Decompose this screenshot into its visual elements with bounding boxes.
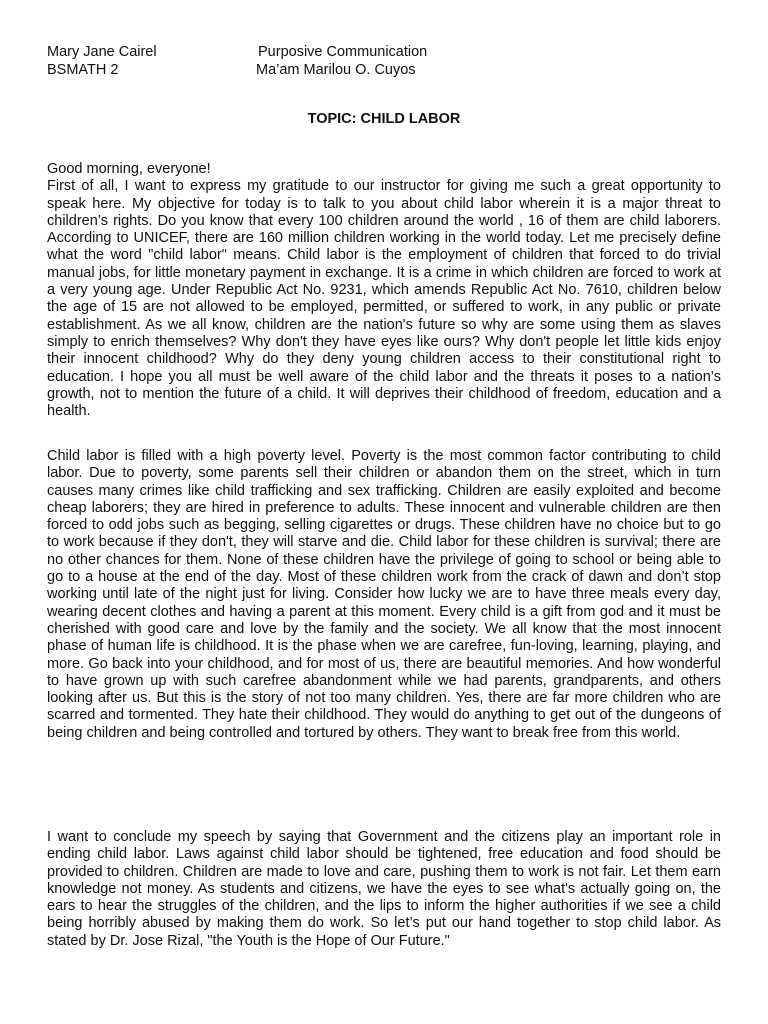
- conclusion-section: [47, 829, 721, 950]
- paragraph-conclusion: I want to conclude my speech by saying that Government and the citizens play an important role in ending child labor. Laws against child labor should be tightened, free education and food should be provided to children. Children are made to love and care, pushing them to work is not fair. Let them earn knowledge not money. As students and citizens, we have the eyes to see what's actually going on, the ears to hear the struggles of the children, and the lips to inform the higher authorities if we see a child being horribly abused by making them do work. So let’s put our hand together to stop child labor. As stated by Dr. Jose Rizal, "the Youth is the Hope of Our Future.": [47, 829, 721, 949]
- course-name: Purposive Communication: [258, 44, 428, 60]
- paragraph-introduction: First of all, I want to express my gratitude to our instructor for giving me such a great opportunity to speak here. My objective for today is to talk to you about child labor wherein it is a major threat to children’s rights. Do you know that every 100 children around the world , 16 of them are child laborers. According to UNICEF, there are 160 million children working in the world today. Let me precisely define what the word "child labor" means. Child labor is the employment of children that forced to do trivial manual jobs, for little monetary payment in exchange. It is a crime in which children are forced to work at a very young age. Under Republic Act No. 9231, which amends Republic Act No. 7610, children below the age of 15 are not allowed to be employed, permitted, or suffered to work, in any public or private establishment. As we all know, children are the nation's future so why are some using them as slaves simply to enrich themselves? Why don't they have eyes like ours? Why don't people let little kids enjoy their innocent childhood? Why do they deny young children access to their constitutional right to education. I hope you all must be well aware of the child labor and the threats it poses to a nation’s growth, not to mention the future of a child. It will deprives their childhood of freedom, education and a health.: [47, 178, 721, 420]
- paragraph-body: Child labor is filled with a high poverty level. Poverty is the most common factor contributing to child labor. Due to poverty, some parents sell their children or abandon them on the street, which in turn causes many crimes like child trafficking and sex trafficking. Children are easily exploited and become cheap laborers; they are hired in preference to adults. These innocent and vulnerable children are then forced to odd jobs such as begging, selling cigarettes or drugs. These children have no choice but to go to work because if they don't, they will starve and die. Child labor for these children is survival; there are no other chances for them. None of these children have the privilege of going to school or being able to go to a house at the end of the day. Most of these children work from the crack of dawn and don’t stop working until late of the night just for living. Consider how lucky we are to have three meals every day, wearing decent clothes and having a parent at this moment. Every child is a gift from god and it must be cherished with good care and love by the family and the society. We all know that the most innocent phase of human life is childhood. It is the phase when we are carefree, fun-loving, learning, playing, and more. Go back into your childhood, and for most of us, there are beautiful memories. And how wonderful to have grown up with such carefree abandonment while we had parents, grandparents, and others looking after us. But this is the story of not too many children. Yes, there are far more children who are scarred and tormented. They hate their childhood. They would do anything to get out of the dungeons of being children and being controlled and tortured by others. They want to break free from this world.: [47, 448, 721, 741]
- introduction-section: [47, 161, 721, 420]
- greeting-line: Good morning, everyone!: [47, 161, 211, 177]
- student-name: Mary Jane Cairel: [47, 44, 157, 60]
- body-section: [47, 448, 721, 742]
- program-name: BSMATH 2: [47, 62, 119, 78]
- page-title: TOPIC: CHILD LABOR: [307, 111, 461, 127]
- instructor-name: Ma’am Marilou O. Cuyos: [256, 62, 416, 78]
